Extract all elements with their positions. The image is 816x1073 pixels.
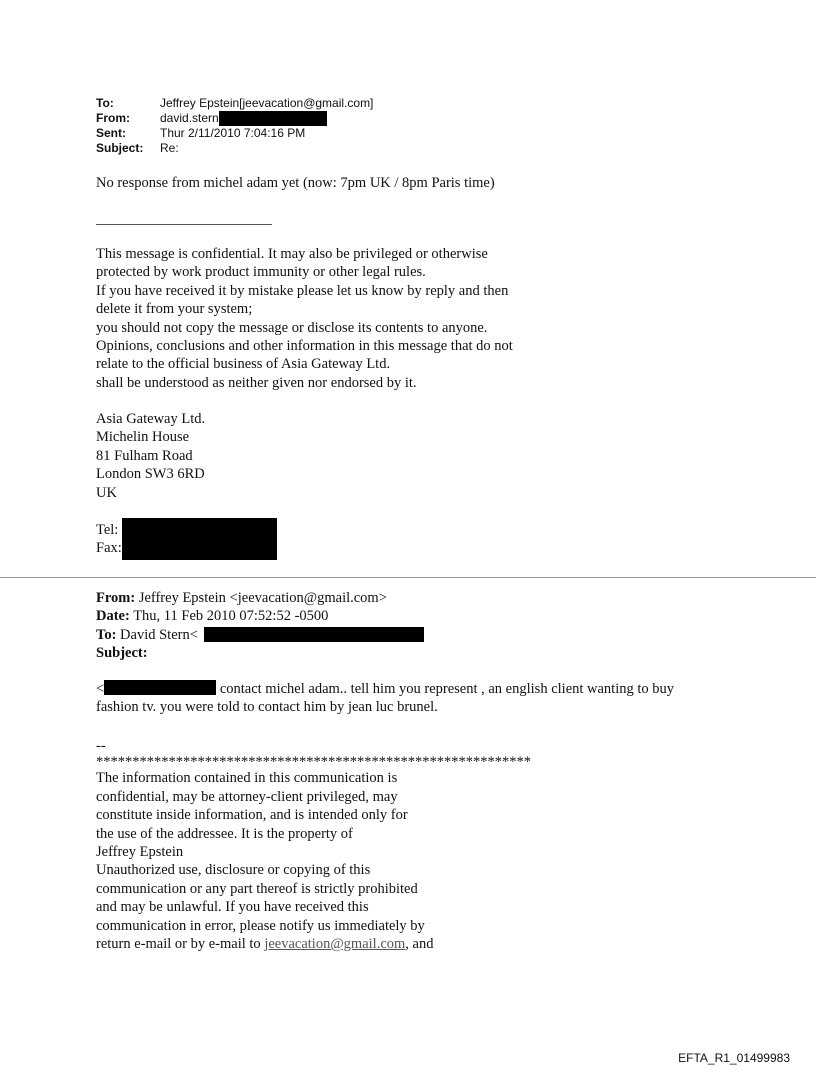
signature-disclaimer <box>96 737 736 953</box>
signature-line: communication or any part thereof is strictly prohibited <box>96 880 418 897</box>
signature-last-suffix: , and <box>405 936 434 953</box>
signature-line: Unauthorized use, disclosure or copying of this <box>96 862 371 879</box>
signature-line: and may be unlawful. If you have received this <box>96 899 369 916</box>
address-line: London SW3 6RD <box>96 466 205 483</box>
quoted-body-line: fashion tv. you were told to contact him by jean luc brunel. <box>96 699 438 716</box>
tel-label: Tel: <box>96 522 119 538</box>
quoted-to-value: David Stern< <box>120 626 198 643</box>
redaction-box <box>204 627 424 642</box>
address-line: Asia Gateway Ltd. <box>96 411 206 427</box>
signature-last-line <box>96 935 736 953</box>
disclaimer-line: This message is confidential. It may also be privileged or otherwise <box>96 246 488 262</box>
redaction-box <box>104 680 216 695</box>
subject-label: Subject: <box>96 141 144 155</box>
company-address <box>96 410 736 502</box>
to-value: Jeffrey Epstein[jeevacation@gmail.com] <box>160 96 374 110</box>
quoted-date-row <box>96 607 736 625</box>
sent-label: Sent: <box>96 126 126 140</box>
email-header <box>96 96 596 156</box>
sent-value: Thur 2/11/2010 7:04:16 PM <box>160 126 306 140</box>
disclaimer-line: relate to the official business of Asia Gateway Ltd. <box>96 356 391 373</box>
confidentiality-disclaimer <box>96 245 736 392</box>
signature-line: constitute inside information, and is intended only for <box>96 807 408 824</box>
quoted-subject-label: Subject: <box>96 645 148 662</box>
quoted-from-value: Jeffrey Epstein <jeevacation@gmail.com> <box>138 590 387 606</box>
header-to-row <box>96 96 596 111</box>
to-label: To: <box>96 96 114 110</box>
signature-line: The information contained in this communication is <box>96 770 398 787</box>
signature-line: Jeffrey Epstein <box>96 844 184 861</box>
reply-text: No response from michel adam yet (now: 7pm UK / 8pm Paris time) <box>96 175 495 191</box>
disclaimer-line: If you have received it by mistake please let us know by reply and then <box>96 282 509 299</box>
separator-rule <box>96 224 272 225</box>
email-link[interactable]: jeevacation@gmail.com <box>264 936 406 953</box>
signature-dashes: -- <box>96 738 106 754</box>
signature-stars: ************************************************************ <box>96 754 531 771</box>
quoted-from-label: From: <box>96 590 136 606</box>
signature-last-prefix: return e-mail or by e-mail to <box>96 936 265 953</box>
address-line: UK <box>96 484 117 501</box>
message-divider <box>0 577 816 578</box>
quoted-date-label: Date: <box>96 608 130 625</box>
signature-line: the use of the addressee. It is the property of <box>96 825 353 842</box>
fax-label: Fax: <box>96 540 122 557</box>
disclaimer-line: delete it from your system; <box>96 301 253 318</box>
header-subject-row <box>96 141 596 156</box>
quoted-body-prefix: < <box>96 681 105 697</box>
quoted-from-row <box>96 589 736 607</box>
disclaimer-line: Opinions, conclusions and other information in this message that do not <box>96 338 513 355</box>
quoted-body-line <box>96 680 736 698</box>
redaction-box <box>122 518 277 560</box>
from-label: From: <box>96 111 130 125</box>
disclaimer-line: shall be understood as neither given nor endorsed by it. <box>96 374 417 391</box>
address-line: Michelin House <box>96 429 190 446</box>
redaction-box <box>219 111 327 126</box>
quoted-body-text: contact michel adam.. tell him you represent , an english client wanting to buy <box>216 681 675 697</box>
reply-body <box>96 174 736 192</box>
quoted-date-value: Thu, 11 Feb 2010 07:52:52 -0500 <box>133 608 329 625</box>
quoted-header <box>96 589 736 663</box>
signature-line: communication in error, please notify us immediately by <box>96 917 425 934</box>
quoted-body <box>96 680 736 717</box>
signature-line: confidential, may be attorney-client privileged, may <box>96 788 398 805</box>
subject-value: Re: <box>160 141 179 155</box>
quoted-to-label: To: <box>96 626 117 643</box>
address-line: 81 Fulham Road <box>96 447 193 464</box>
header-from-row <box>96 111 596 126</box>
header-sent-row <box>96 126 596 141</box>
quoted-subject-row <box>96 644 736 662</box>
from-value: david.stern <box>160 111 219 125</box>
disclaimer-line: protected by work product immunity or other legal rules. <box>96 264 426 281</box>
document-id: EFTA_R1_01499983 <box>678 1051 790 1065</box>
disclaimer-line: you should not copy the message or disclose its contents to anyone. <box>96 319 488 336</box>
